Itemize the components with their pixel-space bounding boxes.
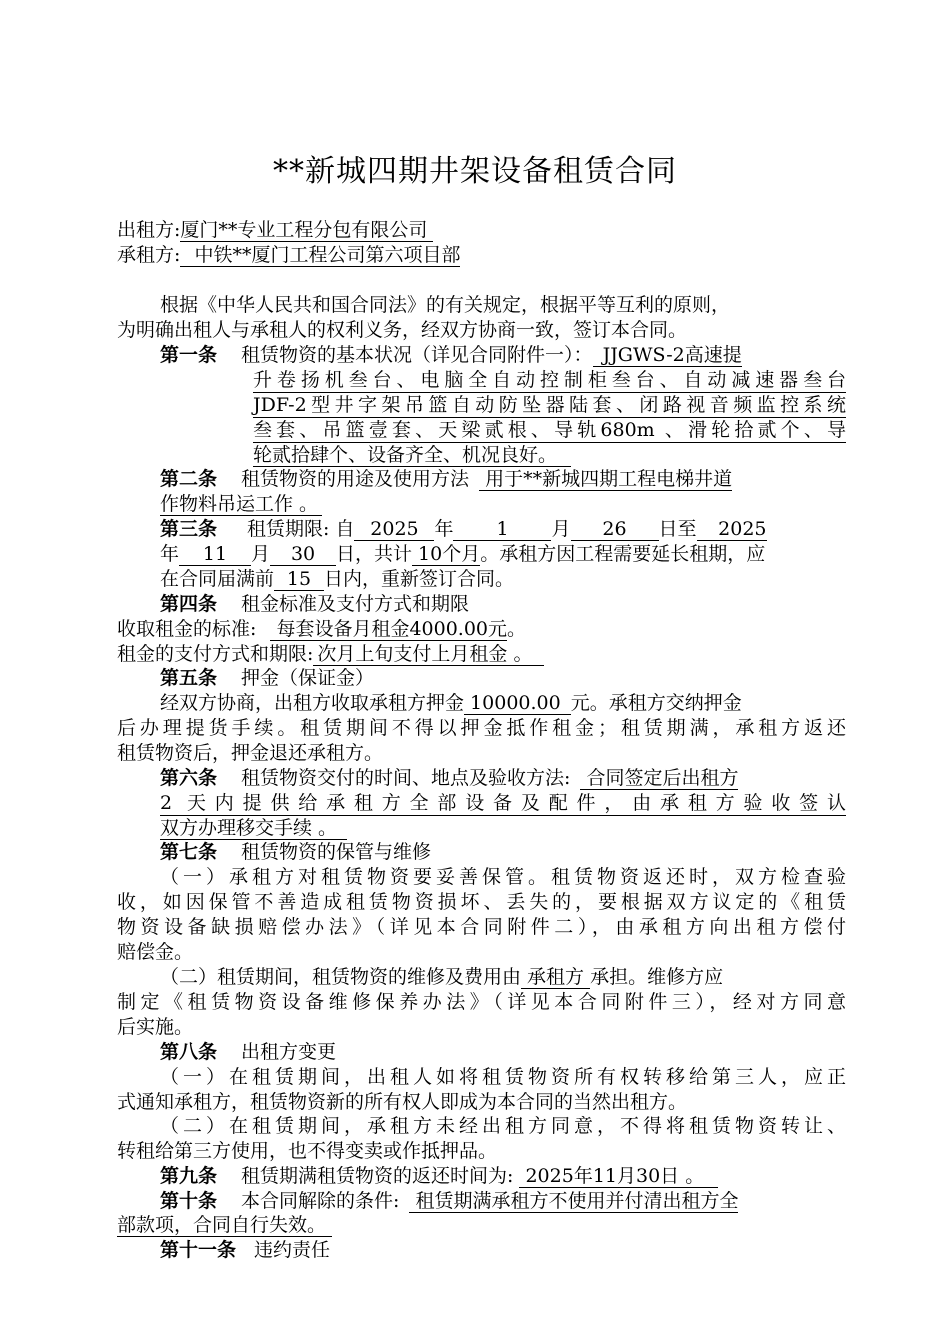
article-7-p2-line-2: 制定《租赁物资设备维修保养办法》（详见本合同附件三），经对方同意 <box>117 991 846 1013</box>
end-day: 30 <box>270 543 336 566</box>
deposit-text-2: 元。承租方交纳押金 <box>570 692 742 714</box>
article-10-line <box>160 1189 738 1213</box>
article-9-text: 租赁期满租赁物资的返还时间为: <box>241 1165 514 1187</box>
article-11-line <box>160 1238 330 1262</box>
before-expiry-text: 在合同届满前 <box>160 568 275 590</box>
article-2-value-2: 作物料吊运工作 。 <box>160 493 322 516</box>
article-5-text: 押金（保证金） <box>241 667 375 689</box>
start-month: 1 <box>453 518 551 541</box>
article-10-text: 本合同解除的条件: <box>241 1190 400 1212</box>
end-month: 11 <box>179 543 251 566</box>
total-period: 10个月 <box>412 543 480 566</box>
intro-line-2: 为明确出租人与承租人的权利义务，经双方协商一致，签订本合同。 <box>117 319 688 341</box>
article-8-p2-line-2: 转租给第三方使用，也不得变卖或作抵押品。 <box>117 1140 498 1162</box>
article-5-label: 第五条 <box>160 667 218 689</box>
article-8-p1-line-2: 式通知承租方，租赁物资新的所有权人即成为本合同的当然出租方。 <box>117 1091 688 1113</box>
extension-text: 。承租方因工程需要延长租期，应 <box>480 543 766 565</box>
article-7-p1-line-3: 物资设备缺损赔偿办法》（详见本合同附件二），由承租方向出租方偿付 <box>117 916 846 938</box>
article-1-value-2: 升卷扬机叁台、电脑全自动控制柜叁台、自动减速器叁台 <box>253 369 846 391</box>
lessor-line <box>117 218 433 242</box>
article-7-label: 第七条 <box>160 841 218 863</box>
article-6-label: 第六条 <box>160 767 218 789</box>
rent-payment-label: 租金的支付方式和期限: <box>117 643 314 665</box>
article-7-p1-line-4: 赔偿金。 <box>117 941 194 963</box>
article-6-line <box>160 766 738 790</box>
article-5-line-4: 租赁物资后，押金退还承租方。 <box>117 742 384 764</box>
article-7-p2-line-1 <box>160 965 723 989</box>
article-7-text: 租赁物资的保管与维修 <box>241 841 432 863</box>
article-3-label: 第三条 <box>160 518 218 540</box>
article-1-line-5 <box>253 443 571 467</box>
article-5-line-3: 后办理提货手续。租赁期间不得以押金抵作租金；租赁期满，承租方返还 <box>117 717 846 739</box>
article-8-p2-line-1: （二）在租赁期间，承租方未经出租方同意，不得将租赁物资转让、 <box>160 1115 846 1137</box>
rent-standard-label: 收取租金的标准: <box>117 618 257 640</box>
lessor-label: 出租方: <box>117 219 181 241</box>
article-4-text: 租金标准及支付方式和期限 <box>241 593 470 615</box>
rent-standard-end: 。 <box>507 618 527 640</box>
article-6-line-3 <box>160 816 347 840</box>
article-2-label: 第二条 <box>160 468 218 490</box>
article-1-text: 租赁物资的基本状况（详见合同附件一）： <box>241 344 593 366</box>
article-6-text: 租赁物资交付的时间、地点及验收方法: <box>241 767 571 789</box>
maintenance-party: 承租方 <box>521 966 591 988</box>
article-3-line-2 <box>160 542 765 566</box>
article-8-label: 第八条 <box>160 1041 218 1063</box>
article-4-label: 第四条 <box>160 593 218 615</box>
article-6-value-3: 双方办理移交手续 。 <box>160 817 347 840</box>
article-1-value-1: JJGWS-2高速提 <box>593 344 742 367</box>
to-text: 日至 <box>658 518 697 540</box>
article-7-p1-line-1: （一）承租方对租赁物资要妥善保管。租赁物资返还时，双方检查验 <box>160 866 846 888</box>
rent-standard-line <box>117 617 526 641</box>
article-1-value-4: 叁套、吊篮壹套、天梁贰根、导轨680m 、滑轮拾贰个、导 <box>253 419 846 441</box>
article-7-p2-line-3: 后实施。 <box>117 1016 194 1038</box>
article-2-value-1: 用于**新城四期工程电梯井道 <box>479 468 733 490</box>
article-10-label: 第十条 <box>160 1190 218 1212</box>
renewal-days: 15 <box>274 568 324 591</box>
deposit-amount: 10000.00 <box>464 692 571 715</box>
deposit-line <box>160 691 742 715</box>
article-1-line <box>160 343 848 367</box>
rent-payment-line <box>117 642 544 666</box>
article-5-line <box>160 666 374 690</box>
article-11-label: 第十一条 <box>160 1239 237 1261</box>
month-text-2: 月 <box>251 543 271 565</box>
year-text-2: 年 <box>160 543 180 565</box>
total-text: 日，共计 <box>336 543 413 565</box>
article-6-value-1: 合同签定后出租方 <box>580 767 739 789</box>
termination-value-2: 部款项，合同自行失效。 <box>117 1214 332 1237</box>
article-9-label: 第九条 <box>160 1165 218 1187</box>
rent-payment-value: 次月上旬支付上月租金 。 <box>313 643 544 666</box>
start-year: 2025 <box>354 518 434 541</box>
article-1-value-3: JDF-2型井字架吊篮自动防坠器陆套、闭路视音频监控系统 <box>253 394 846 416</box>
article-8-line <box>160 1040 336 1064</box>
article-11-text: 违约责任 <box>254 1239 331 1261</box>
document-title: **新城四期井架设备租赁合同 <box>273 154 677 189</box>
article-2-line-2 <box>160 492 322 516</box>
article-8-p1-line-1: （一）在租赁期间，出租人如将租赁物资所有权转移给第三人，应正 <box>160 1066 846 1088</box>
year-text: 年 <box>434 518 454 540</box>
article-1-label: 第一条 <box>160 344 218 366</box>
article-1-value-5: 轮贰拾肆个、设备齐全、机况良好。 <box>253 444 571 467</box>
lessee-line <box>117 243 460 267</box>
article-9-line <box>160 1164 718 1188</box>
article-3-text: 租赁期限: 自 <box>247 518 355 540</box>
termination-value-1: 租赁期满承租方不使用并付清出租方全 <box>409 1190 739 1212</box>
article-3-line <box>160 517 767 541</box>
article-4-line <box>160 592 469 616</box>
article-3-line-3 <box>160 567 514 591</box>
rent-standard-value: 每套设备月租金4000.00元 <box>270 618 508 640</box>
deposit-text: 经双方协商，出租方收取承租方押金 <box>160 692 465 714</box>
lessee-label: 承租方: <box>117 244 181 266</box>
article-7-line <box>160 840 431 864</box>
end-year: 2025 <box>697 518 767 541</box>
maintenance-text-2: 承担。维修方应 <box>590 966 724 988</box>
resign-text: 日内，重新签订合同。 <box>324 568 515 590</box>
month-text: 月 <box>551 518 571 540</box>
lessee-value: 中铁**厦门工程公司第六项目部 <box>180 244 460 267</box>
article-6-value-2: 2 天内提供给承租方全部设备及配件，由承租方验收签认 <box>160 792 846 814</box>
article-2-text: 租赁物资的用途及使用方法 <box>241 468 470 490</box>
maintenance-text: （二）租赁期间，租赁物资的维修及费用由 <box>160 966 522 988</box>
return-date: 2025年11月30日 。 <box>519 1165 718 1188</box>
article-8-text: 出租方变更 <box>241 1041 337 1063</box>
article-2-line <box>160 467 732 491</box>
article-10-line-2 <box>117 1213 332 1237</box>
intro-line-1: 根据《中华人民共和国合同法》的有关规定，根据平等互利的原则， <box>160 294 731 316</box>
start-day: 26 <box>571 518 659 541</box>
article-7-p1-line-2: 收，如因保管不善造成租赁物资损坏、丢失的，要根据双方议定的《租赁 <box>117 891 846 913</box>
lessor-value: 厦门**专业工程分包有限公司 <box>180 219 433 242</box>
